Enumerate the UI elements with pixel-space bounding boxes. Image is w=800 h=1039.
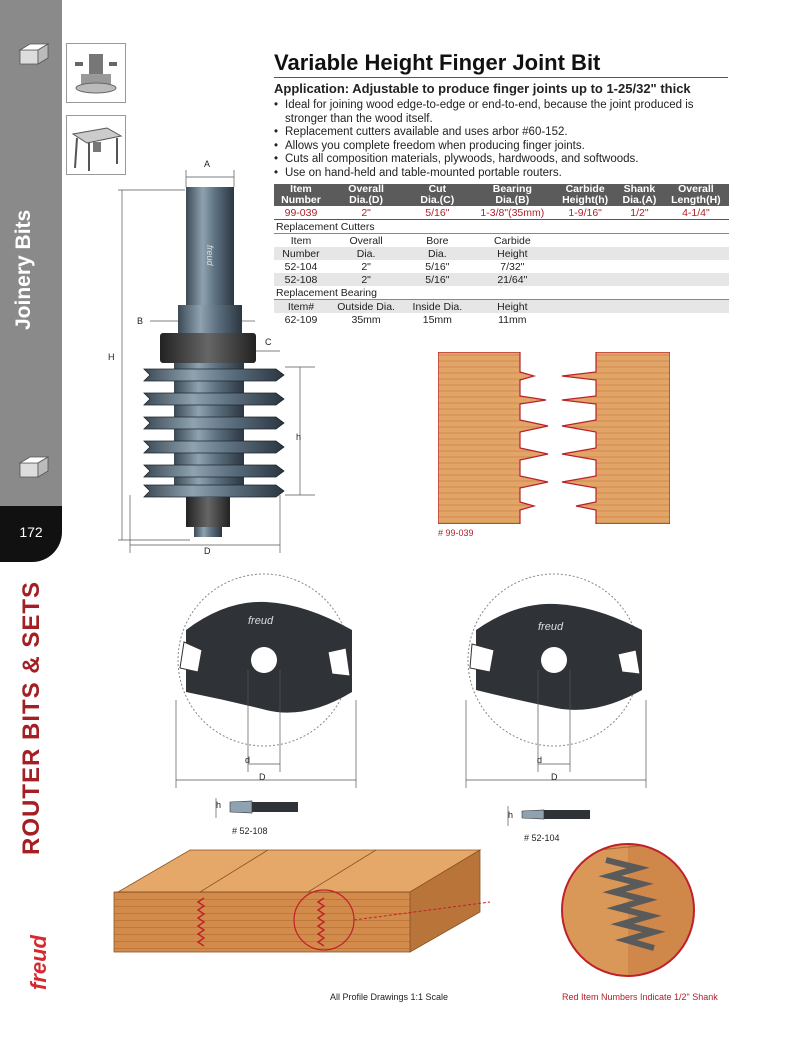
cell: 5/16" — [404, 206, 470, 220]
application-line: Application: Adjustable to produce finger joints up to 1-25/32" thick — [274, 81, 691, 96]
cell-empty — [554, 300, 729, 314]
cell: Item# — [274, 300, 328, 314]
cell: 1-9/16" — [554, 206, 616, 220]
spec-header-row — [274, 184, 729, 206]
joined-boards-illustration — [100, 840, 490, 960]
bore-label-d: d — [245, 755, 251, 765]
joint-detail-magnifier — [558, 840, 698, 980]
footer-red-note: Red Item Numbers Indicate 1/2" Shank — [562, 992, 718, 1002]
col-header-line: Cut — [428, 183, 447, 195]
cell-empty — [554, 234, 729, 248]
cutter-side-view — [504, 804, 604, 828]
cell: 52-108 — [274, 273, 328, 286]
height-label-h: h — [508, 810, 514, 820]
cutter-brand-mark: freud — [538, 621, 564, 633]
joinery-block-icon — [18, 455, 50, 479]
spec-table — [274, 184, 729, 326]
subtable-title-row — [274, 286, 729, 300]
freud-logo: freud — [26, 935, 51, 990]
dim-label-c: C — [265, 337, 272, 347]
dim-label-h-overall: H — [108, 352, 115, 362]
col-header — [404, 184, 470, 206]
cell: 1-3/8"(35mm) — [470, 206, 554, 220]
cell: Dia. — [328, 247, 404, 260]
cell: 52-104 — [284, 260, 318, 273]
cutter2-item-label: # 52-104 — [524, 833, 560, 843]
col-header-line: Dia.(D) — [349, 194, 384, 206]
cell: 4-1/4" — [663, 206, 729, 220]
cell: 5/16" — [425, 260, 450, 273]
footer-scale-note: All Profile Drawings 1:1 Scale — [330, 992, 449, 1002]
col-header-line: Carbide — [565, 183, 605, 195]
col-header — [663, 184, 729, 206]
cell: 1/2" — [616, 206, 663, 220]
handheld-router-thumbnail — [66, 43, 126, 103]
cell: Inside Dia. — [404, 300, 470, 314]
cell: 2" — [361, 260, 371, 273]
finger-joint-profile — [438, 352, 670, 524]
dim-label-a: A — [204, 159, 211, 169]
cell: Outside Dia. — [328, 300, 404, 314]
cell-empty — [554, 313, 729, 326]
table-row — [274, 300, 729, 314]
cell: 15mm — [422, 313, 452, 326]
cell-empty — [554, 273, 729, 286]
feature-item: • Allows you complete freedom when producing finger joints. — [274, 140, 730, 154]
table-row — [274, 234, 729, 248]
dim-label-b: B — [137, 316, 144, 326]
cell: 7/32" — [500, 260, 525, 273]
cutter1-item-label: # 52-108 — [232, 826, 268, 836]
sidebar — [0, 0, 62, 1039]
col-header-line: Number — [281, 194, 321, 206]
subtable-title-row — [274, 220, 729, 234]
cutter-brand-mark: freud — [248, 615, 274, 627]
table-row — [274, 260, 729, 273]
joinery-block-icon — [18, 42, 50, 66]
col-header — [470, 184, 554, 206]
col-header — [554, 184, 616, 206]
feature-item: • Use on hand-held and table-mounted portable routers. — [274, 167, 730, 181]
dim-label-d: D — [204, 546, 211, 556]
profile-item-label: # 99-039 — [438, 528, 474, 538]
cutter-dia-label: D — [259, 772, 266, 782]
catalog-section-title: ROUTER BITS & SETS — [18, 580, 45, 855]
cell: 62-109 — [284, 313, 318, 326]
page-title: Variable Height Finger Joint Bit — [274, 50, 601, 75]
col-header-line: Dia.(C) — [420, 194, 455, 206]
col-header — [616, 184, 663, 206]
col-header-line: Item — [290, 183, 312, 195]
dim-label-h-carbide: h — [296, 432, 302, 442]
feature-item: • Replacement cutters available and uses arbor #60-152. — [274, 126, 730, 140]
feature-list — [274, 99, 730, 180]
col-header-line: Overall — [348, 183, 384, 195]
cell: 11mm — [498, 313, 527, 326]
col-header-line: Shank — [623, 183, 656, 195]
table-row — [274, 273, 729, 286]
router-bit-diagram — [100, 155, 330, 565]
cell: Height — [470, 247, 554, 260]
cell: Dia. — [404, 247, 470, 260]
cell-empty — [554, 247, 729, 260]
cutter-side-view — [212, 796, 312, 820]
col-header-line: Overall — [678, 183, 714, 195]
height-label-h: h — [216, 800, 222, 810]
col-header-line: Height(h) — [562, 194, 609, 206]
cell: 35mm — [351, 313, 381, 326]
cell: 2" — [328, 273, 404, 286]
table-row — [274, 247, 729, 260]
col-header-line: Dia.(B) — [495, 194, 530, 206]
cell-empty — [554, 260, 729, 273]
cell: Overall — [349, 234, 383, 247]
col-header — [328, 184, 404, 206]
cutter-dia-label: D — [551, 772, 558, 782]
feature-item: • Ideal for joining wood edge-to-edge or end-to-end, because the joint produced is stronger than the wood itself. — [274, 99, 730, 126]
bit-brand-mark: freud — [205, 245, 215, 266]
feature-item: • Cuts all composition materials, plywoods, hardwoods, and softwoods. — [274, 153, 730, 167]
product-row — [274, 206, 729, 220]
col-header-line: Length(H) — [671, 194, 721, 206]
subtable-title: Replacement Cutters — [274, 220, 729, 234]
cell: Item — [290, 234, 312, 247]
cell: 21/64" — [470, 273, 554, 286]
cell: Number — [274, 247, 328, 260]
col-header-line: Bearing — [492, 183, 532, 195]
bore-label-d: d — [537, 755, 543, 765]
cutter-52-108-diagram — [166, 560, 366, 800]
section-title: Joinery Bits — [12, 209, 35, 330]
col-header-line: Dia.(A) — [622, 194, 657, 206]
cell: Height — [470, 300, 554, 314]
cell: Bore — [426, 234, 449, 247]
cell: 99-039 — [274, 206, 328, 220]
subtable-title: Replacement Bearing — [274, 286, 729, 300]
title-rule — [274, 77, 728, 78]
cutter-52-104-diagram — [458, 560, 658, 800]
page-number: 172 — [19, 524, 43, 540]
table-row — [274, 313, 729, 326]
cell: 5/16" — [404, 273, 470, 286]
cell: Carbide — [493, 234, 531, 247]
cell: 2" — [328, 206, 404, 220]
